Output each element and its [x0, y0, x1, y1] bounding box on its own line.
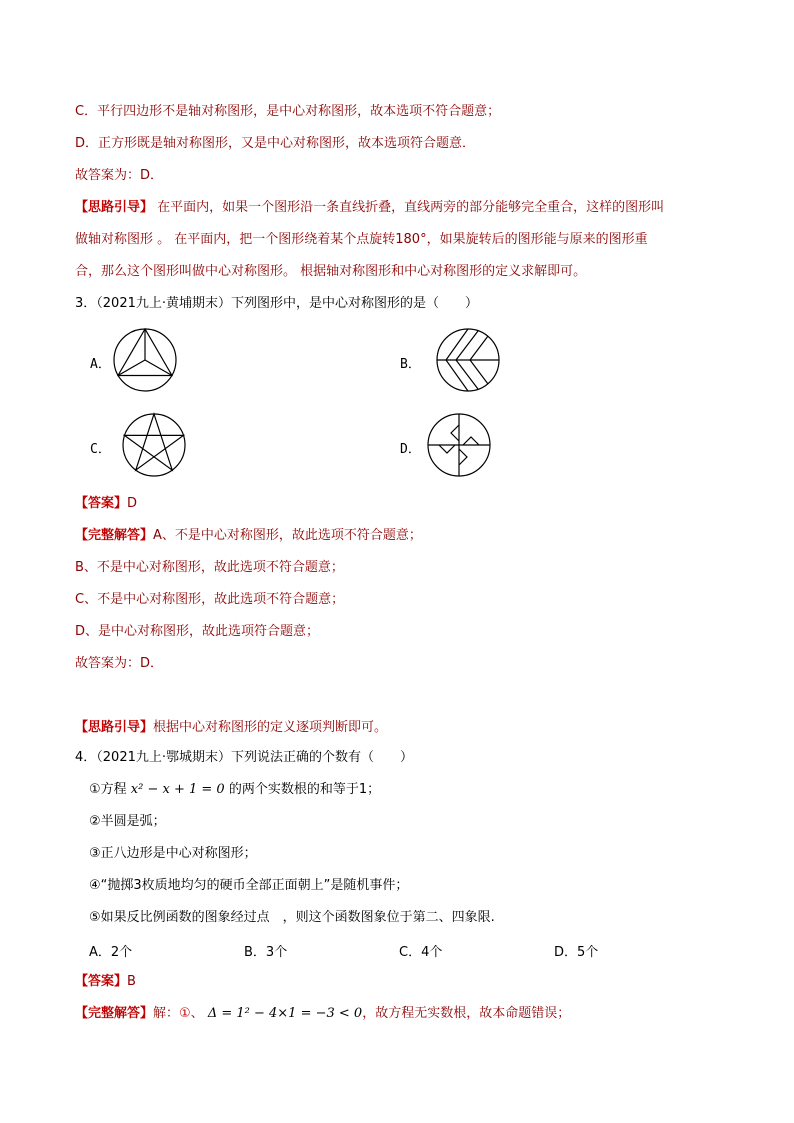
statement-5: ⑤如果反比例函数的图象经过点 ，则这个函数图象位于第二、四象限.: [89, 910, 495, 925]
hint-tag: 【思路引导】: [75, 720, 154, 735]
solution-line-c: C．平行四边形不是轴对称图形，是中心对称图形，故本选项不符合题意；: [75, 104, 501, 119]
statement-4: ④“抛掷3枚质地均匀的硬币全部正面朝上”是随机事件；: [89, 878, 409, 893]
choice-c: C．4个: [399, 945, 443, 960]
solution-equation: Δ = 1² − 4×1 = −3 < 0: [203, 1006, 363, 1021]
option-d-figure: [425, 412, 493, 478]
solution-suffix: ，故方程无实数根，故本命题错误；: [362, 1006, 571, 1021]
option-c-figure: [121, 412, 187, 478]
hint-line-1: [75, 199, 664, 217]
question-3-stem: 3．（2021九上·黄埔期末）下列图形中，是中心对称图形的是（ ）: [75, 296, 478, 311]
solution-tag: 【完整解答】: [75, 1006, 154, 1021]
choice-a: A．2个: [89, 945, 133, 960]
choice-b: B．3个: [244, 945, 288, 960]
solution-line-d: D．正方形既是轴对称图形，又是中心对称图形，故本选项符合题意．: [75, 136, 476, 151]
question-3-answer: [75, 495, 137, 513]
answer-value: B: [127, 974, 136, 989]
statement-1-prefix: ①方程: [89, 782, 131, 797]
answer-tag: 【答案】: [75, 496, 128, 511]
option-c-label: C．: [90, 442, 111, 457]
hint-text-1: 在平面内，如果一个图形沿一条直线折叠，直线两旁的部分能够完全重合，这样的图形叫: [153, 200, 665, 215]
solution-text-a: A、不是中心对称图形，故此选项不符合题意；: [153, 528, 422, 543]
answer-line: 故答案为：D．: [75, 168, 164, 183]
question-4-solution: [75, 1005, 570, 1023]
option-b-figure: [434, 327, 502, 393]
statement-1-suffix: 的两个实数根的和等于1；: [224, 782, 381, 797]
statement-1: [89, 781, 380, 799]
answer-value: D: [127, 496, 138, 511]
answer-tag: 【答案】: [75, 974, 128, 989]
statement-2: ②半圆是弧；: [89, 814, 166, 829]
question-4-answer: [75, 973, 136, 991]
circle-shape: [123, 414, 185, 476]
equation: x² − x + 1 = 0: [130, 782, 225, 797]
question-3-solution-a: [75, 527, 422, 545]
question-3-hint: [75, 719, 387, 737]
hint-line-3: 合，那么这个图形叫做中心对称图形。 根据轴对称图形和中心对称图形的定义求解即可。: [75, 264, 587, 279]
question-3-solution-c: C、不是中心对称图形，故此选项不符合题意；: [75, 592, 345, 607]
statement-3: ③正八边形是中心对称图形；: [89, 846, 257, 861]
option-a-label: A．: [90, 357, 111, 372]
option-b-label: B．: [400, 357, 421, 372]
solution-number: ①、: [179, 1006, 204, 1021]
choice-d: D．5个: [554, 945, 599, 960]
option-d-label: D．: [400, 442, 421, 457]
solution-prefix: 解：: [153, 1006, 180, 1021]
question-3-conclusion: 故答案为：D．: [75, 656, 164, 671]
option-a-figure: [112, 327, 178, 393]
hint-line-2: 做轴对称图形 。 在平面内，把一个图形绕着某个点旋转180°，如果旋转后的图形能与原来的图形重: [75, 232, 648, 247]
question-3-solution-d: D、是中心对称图形，故此选项符合题意；: [75, 624, 320, 639]
question-4-stem: 4．（2021九上·鄂城期末）下列说法正确的个数有（ ）: [75, 750, 413, 765]
solution-tag: 【完整解答】: [75, 528, 154, 543]
hint-tag: 【思路引导】: [75, 200, 154, 215]
question-3-solution-b: B、不是中心对称图形，故此选项不符合题意；: [75, 560, 344, 575]
hint-text: 根据中心对称图形的定义逐项判断即可。: [153, 720, 388, 735]
